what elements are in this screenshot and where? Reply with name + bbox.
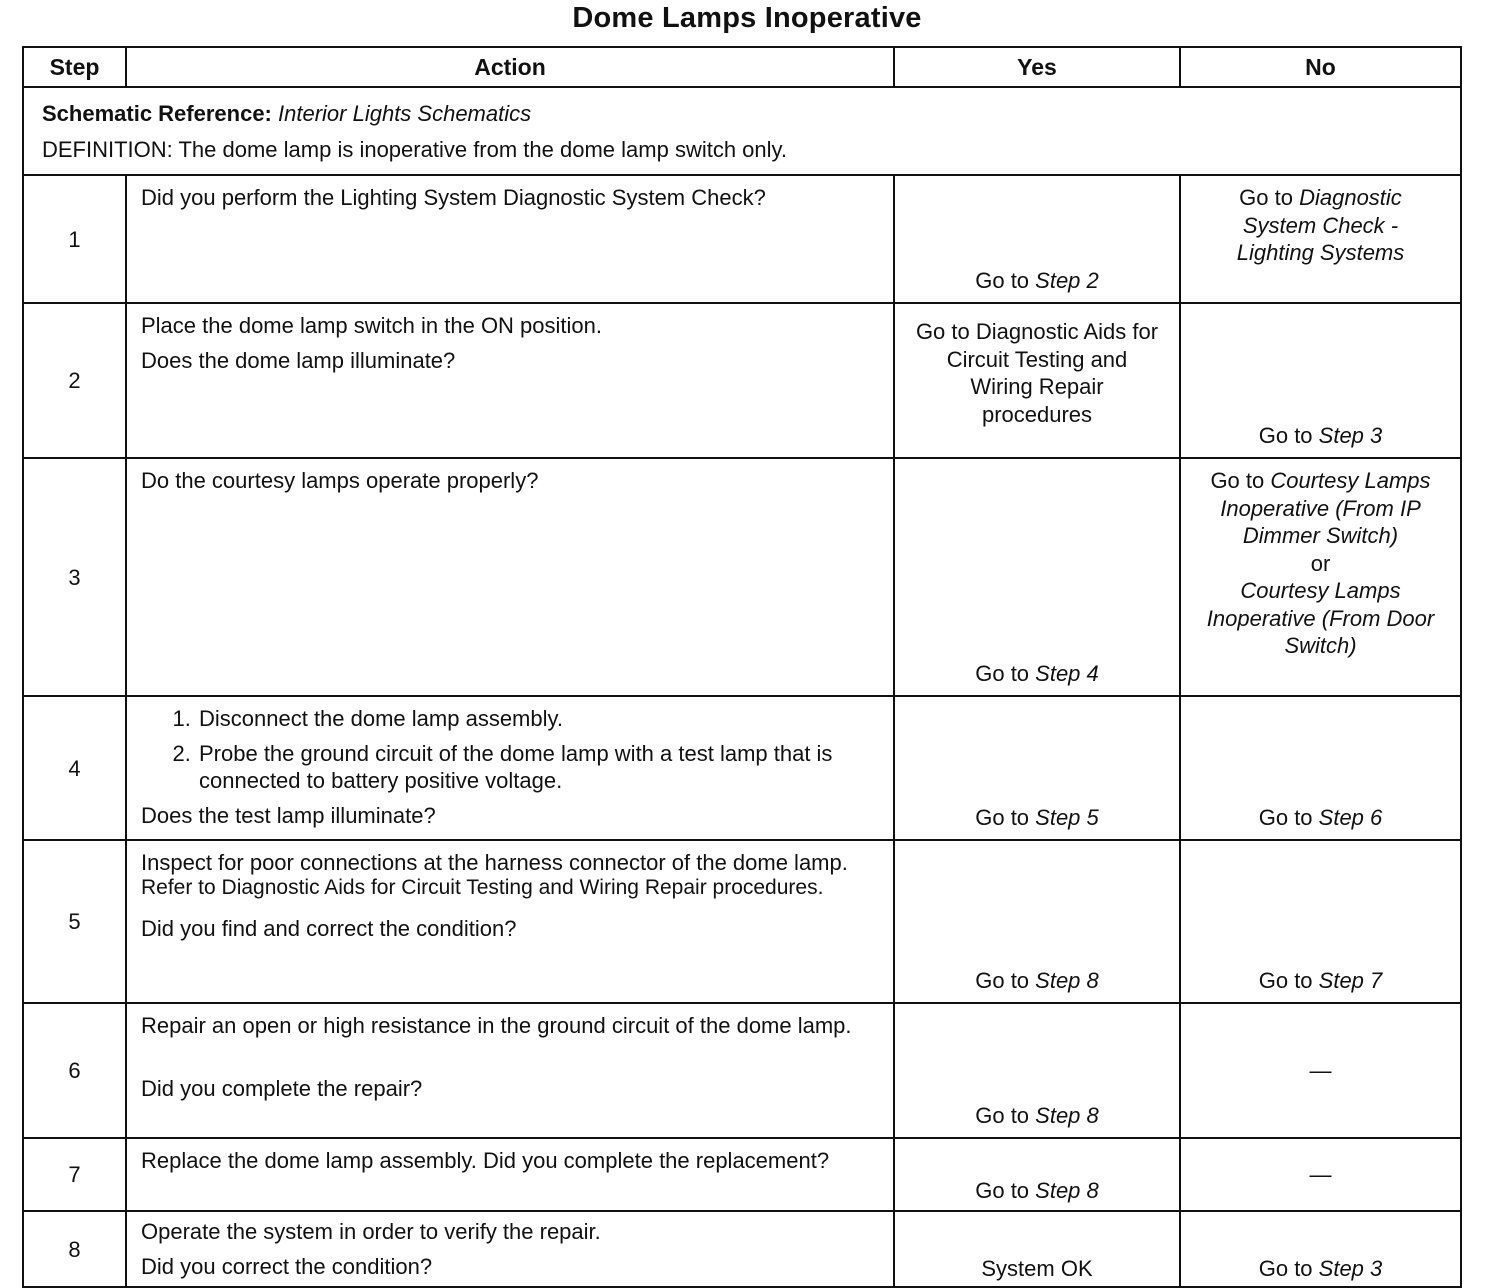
diagnostic-table (22, 46, 1462, 1288)
action-cell (126, 1003, 894, 1138)
action-reference: Refer to Diagnostic Aids for Circuit Testing and Wiring Repair procedures. (141, 876, 824, 899)
action-text: Did you perform the Lighting System Diagnostic System Check? (141, 185, 766, 210)
no-dash: — (1309, 1058, 1332, 1083)
goto-prefix: Go to (1258, 805, 1319, 830)
table-row (23, 303, 1461, 458)
table-row (23, 1003, 1461, 1138)
step-number: 6 (23, 1003, 126, 1138)
schematic-cell (23, 87, 1461, 175)
no-cell (1180, 303, 1461, 458)
yes-cell (894, 1211, 1180, 1287)
header-step: Step (23, 47, 126, 87)
list-item: 2. Probe the ground circuit of the dome lamp with a test lamp that is connected to battery positive voltage. (197, 740, 879, 794)
header-no: No (1180, 47, 1461, 87)
yes-goto[interactable] (895, 1177, 1179, 1204)
action-text: Operate the system in order to verify the repair. (141, 1219, 601, 1244)
goto-ref: Courtesy Lamps Inoperative (From Door Switch) (1206, 578, 1435, 658)
header-action: Action (126, 47, 894, 87)
substep-list (141, 705, 879, 794)
action-question: Did you correct the condition? (141, 1254, 433, 1279)
action-cell (126, 1138, 894, 1211)
goto-prefix: Go to (975, 968, 1036, 993)
action-text: Replace the dome lamp assembly. Did you complete the replacement? (141, 1148, 830, 1173)
action-cell (126, 696, 894, 840)
goto-ref: Step 4 (1035, 661, 1099, 686)
action-cell (126, 1211, 894, 1287)
table-row (23, 1211, 1461, 1287)
step-number: 3 (23, 458, 126, 696)
step-number: 5 (23, 840, 126, 1003)
no-goto[interactable] (1181, 804, 1460, 831)
goto-prefix: Go to (975, 1178, 1036, 1203)
goto-prefix: Go to (975, 268, 1036, 293)
page-title: Dome Lamps Inoperative (572, 2, 922, 34)
header-yes: Yes (894, 47, 1180, 87)
list-item: 1. Disconnect the dome lamp assembly. (197, 705, 879, 732)
goto-prefix: Go to (1258, 968, 1319, 993)
yes-cell (894, 1003, 1180, 1138)
header-row (23, 47, 1461, 87)
action-text: Place the dome lamp switch in the ON position. (141, 313, 603, 338)
no-cell (1180, 1138, 1461, 1211)
no-goto[interactable] (1181, 967, 1460, 994)
goto-prefix: Go to (975, 805, 1036, 830)
action-question: Did you find and correct the condition? (141, 916, 517, 941)
goto-prefix: Go to (1258, 423, 1319, 448)
action-cell (126, 840, 894, 1003)
goto-ref: Step 2 (1035, 268, 1099, 293)
yes-goto[interactable] (895, 1102, 1179, 1129)
yes-cell (894, 696, 1180, 840)
goto-ref: Step 3 (1318, 1256, 1383, 1281)
schematic-reference (42, 96, 1442, 132)
table-row (23, 458, 1461, 696)
no-cell (1180, 840, 1461, 1003)
goto-ref: Step 8 (1035, 1103, 1099, 1128)
step-number: 2 (23, 303, 126, 458)
no-dash: — (1309, 1162, 1332, 1187)
yes-goto[interactable]: System OK (981, 1256, 1093, 1281)
step-number: 1 (23, 175, 126, 303)
yes-goto[interactable] (895, 967, 1179, 994)
no-cell (1180, 1003, 1461, 1138)
step-number: 7 (23, 1138, 126, 1211)
table-row (23, 175, 1461, 303)
table-row (23, 1138, 1461, 1211)
no-goto[interactable] (1181, 176, 1460, 267)
goto-ref: Step 8 (1035, 968, 1099, 993)
yes-cell (894, 840, 1180, 1003)
yes-goto[interactable] (895, 660, 1179, 687)
goto-prefix: Go to (975, 1103, 1036, 1128)
goto-ref: Courtesy Lamps Inoperative (From IP Dimmer Switch) (1220, 468, 1431, 548)
action-text: Inspect for poor connections at the harness connector of the dome lamp. (141, 850, 848, 875)
yes-goto[interactable]: Go to Diagnostic Aids for Circuit Testing and Wiring Repair procedures (915, 319, 1159, 427)
goto-prefix: Go to (1258, 1256, 1319, 1281)
table-row (23, 840, 1461, 1003)
yes-cell (894, 1138, 1180, 1211)
yes-goto[interactable] (895, 804, 1179, 831)
no-cell (1180, 1211, 1461, 1287)
definition: DEFINITION: The dome lamp is inoperative from the dome lamp switch only. (42, 137, 788, 162)
or-text: or (1310, 550, 1331, 576)
action-text: Do the courtesy lamps operate properly? (141, 468, 539, 493)
goto-ref: Step 3 (1318, 423, 1383, 448)
action-cell (126, 458, 894, 696)
action-cell (126, 303, 894, 458)
schematic-reference-label: Schematic Reference: (42, 101, 272, 126)
no-cell (1180, 175, 1461, 303)
goto-ref: Step 7 (1318, 968, 1383, 993)
goto-prefix: Go to (1210, 468, 1271, 493)
goto-ref: Step 8 (1035, 1178, 1099, 1203)
goto-ref: Step 5 (1035, 805, 1099, 830)
action-question: Did you complete the repair? (141, 1076, 423, 1101)
goto-ref: Step 6 (1318, 805, 1383, 830)
no-cell (1180, 458, 1461, 696)
step-number: 8 (23, 1211, 126, 1287)
goto-prefix: Go to (975, 661, 1036, 686)
no-cell (1180, 696, 1461, 840)
table-row (23, 696, 1461, 840)
schematic-row (23, 87, 1461, 175)
no-goto[interactable] (1181, 422, 1460, 449)
goto-prefix: Go to (1239, 185, 1300, 210)
yes-cell (894, 458, 1180, 696)
schematic-reference-link[interactable]: Interior Lights Schematics (278, 101, 532, 126)
no-goto[interactable] (1181, 459, 1460, 660)
yes-cell (894, 303, 1180, 458)
yes-goto[interactable] (895, 267, 1179, 294)
goto-ref: Diagnostic System Check - Lighting Systems (1236, 185, 1405, 265)
action-question: Does the dome lamp illuminate? (141, 348, 456, 373)
action-cell (126, 175, 894, 303)
yes-cell (894, 175, 1180, 303)
step-number: 4 (23, 696, 126, 840)
action-question: Does the test lamp illuminate? (141, 803, 436, 828)
action-text: Repair an open or high resistance in the ground circuit of the dome lamp. (141, 1013, 852, 1038)
